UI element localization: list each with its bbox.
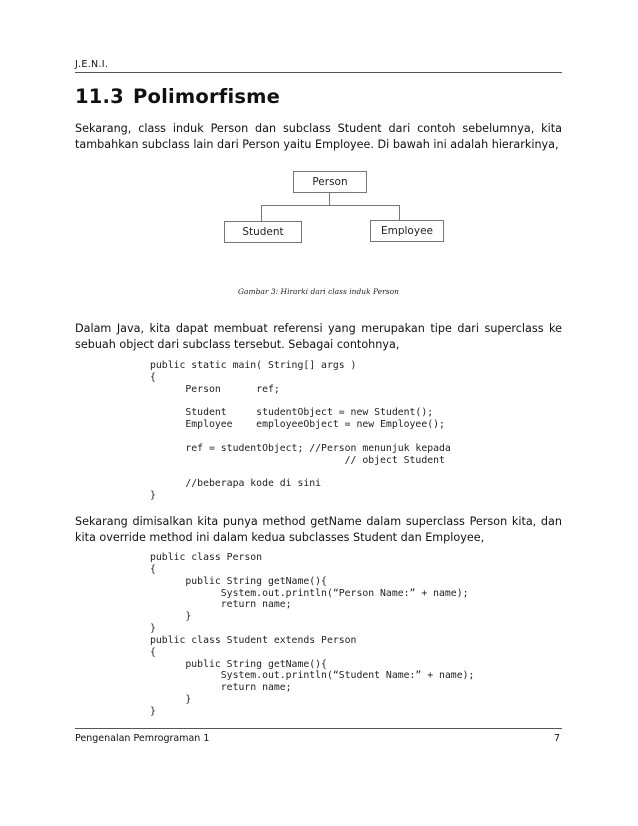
section-number: 11.3 [75, 85, 124, 108]
footer-rule [75, 728, 562, 729]
diagram-box-employee: Employee [370, 220, 444, 242]
page-number: 7 [553, 733, 560, 744]
section-title: Polimorfisme [133, 85, 281, 108]
override-paragraph: Sekarang dimisalkan kita punya method getName dalam superclass Person kita, dan kita override method ini dalam kedua subclasses Student dan Employee, [75, 515, 562, 544]
code-block-main: public static main( String[] args ) { Person ref; Student studentObject = new Student(); Employee employeeObject = new Employee(); ref = studentObject; //Person menunjuk kepada // object Student //beberapa kode di sini } [150, 360, 451, 502]
header-rule [75, 72, 562, 73]
diagram-connector-horizontal [261, 205, 400, 206]
figure-caption: Gambar 3: Hirarki dari class induk Person [238, 287, 399, 296]
diagram-connector-student [261, 205, 262, 221]
running-header: J.E.N.I. [75, 59, 109, 70]
intro-paragraph: Sekarang, class induk Person dan subclass Student dari contoh sebelumnya, kita tambahkan subclass lain dari Person yaitu Employee. Di bawah ini adalah hierarkinya, [75, 122, 562, 151]
code-block-classes: public class Person { public String getName(){ System.out.println(“Person Name:” + name); return name; } } public class Student extends Person { public String getName(){ System.out.println(“Student Name:” + name); return name; } } [150, 552, 475, 717]
footer-book-title: Pengenalan Pemrograman 1 [75, 733, 210, 744]
diagram-box-person: Person [293, 171, 367, 193]
diagram-connector-employee [399, 205, 400, 220]
diagram-box-student: Student [224, 221, 302, 243]
section-heading [75, 85, 280, 108]
diagram-connector-vertical [329, 192, 330, 205]
java-reference-paragraph: Dalam Java, kita dapat membuat referensi yang merupakan tipe dari superclass ke sebuah object dari subclass tersebut. Sebagai contohnya, [75, 322, 562, 351]
